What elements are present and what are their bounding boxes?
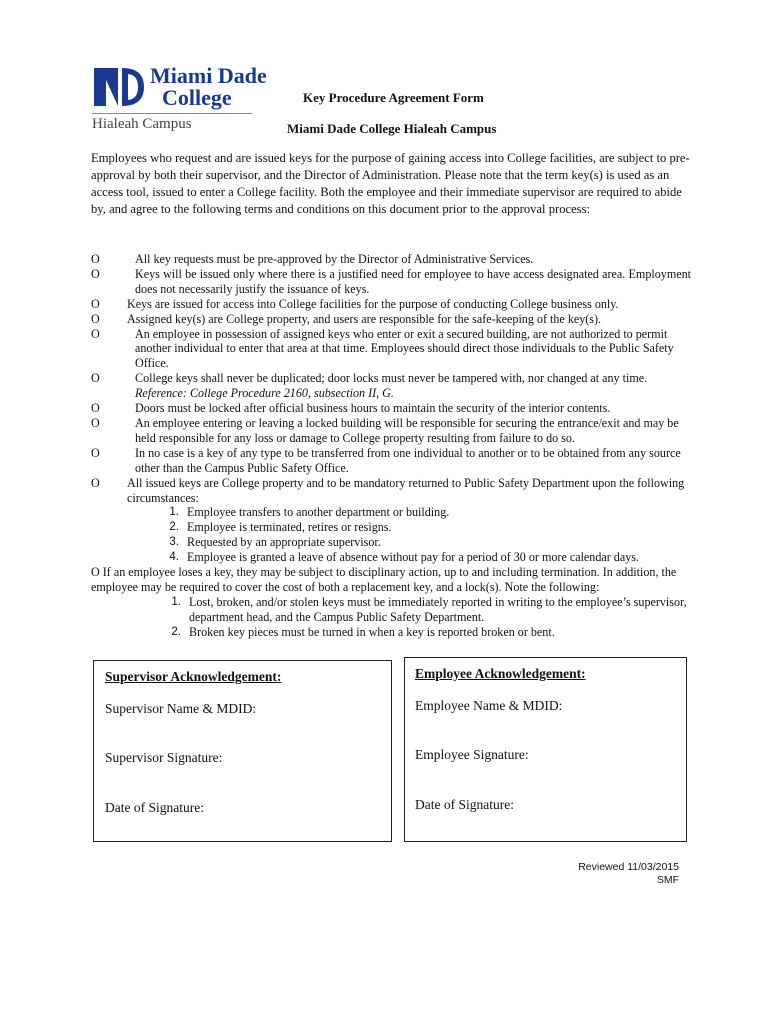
review-stamp (578, 861, 679, 887)
numbered-item (157, 550, 691, 565)
list-item-text: Doors must be locked after official business hours to maintain the security of the interior contents. (135, 401, 611, 416)
item-number: 2. (169, 521, 179, 534)
bullet-marker: O (91, 565, 100, 580)
list-item-body (135, 371, 691, 401)
numbered-item (157, 505, 691, 520)
supervisor-heading: Supervisor Acknowledgement: (105, 669, 282, 684)
bullet-marker: O (91, 475, 100, 490)
item-text: Employee transfers to another department or building. (187, 505, 450, 520)
logo-text-miami-dade: Miami Dade (150, 63, 267, 88)
lost-key-notes-list (91, 595, 691, 640)
bullet-marker: O (91, 326, 100, 341)
item-number: 1. (171, 595, 181, 608)
terms-list (91, 252, 691, 640)
bullet-marker: O (91, 401, 100, 416)
list-item-text: Assigned key(s) are College property, and users are responsible for the safe-keeping of the key(s). (127, 311, 602, 326)
supervisor-name-field[interactable]: Supervisor Name & MDID: (105, 701, 257, 716)
list-item (91, 446, 691, 476)
logo-text-campus: Hialeah Campus (92, 116, 192, 132)
logo-divider (92, 113, 252, 114)
item-number: 4. (169, 551, 179, 564)
bullet-marker: O (91, 415, 100, 430)
form-subtitle: Miami Dade College Hialeah Campus (287, 121, 497, 136)
list-item-text: An employee entering or leaving a locked building will be responsible for securing the entrance/exit and may be held responsible for any loss or damage to College property resulting from failure to do so. (135, 415, 679, 445)
list-item-text: All issued keys are College property and to be mandatory returned to Public Safety Department upon the following circumstances: (127, 475, 685, 505)
list-item-text: College keys shall never be duplicated; door locks must never be tampered with, nor changed at any time. (135, 371, 648, 386)
list-item (91, 416, 691, 446)
list-item (91, 252, 691, 267)
item-text: Broken key pieces must be turned in when a key is reported broken or bent. (189, 624, 555, 639)
numbered-item (159, 625, 691, 640)
numbered-item (159, 595, 691, 625)
list-item-body (91, 565, 691, 640)
list-item-text: All key requests must be pre-approved by the Director of Administrative Services. (135, 252, 534, 266)
return-circumstances-list (127, 505, 691, 565)
item-text: Requested by an appropriate supervisor. (187, 535, 381, 550)
bullet-marker: O (91, 371, 100, 386)
bullet-marker: O (91, 296, 100, 311)
employee-name-field[interactable]: Employee Name & MDID: (415, 698, 563, 713)
form-title: Key Procedure Agreement Form (303, 90, 484, 105)
item-text: Employee is terminated, retires or resigns. (187, 520, 392, 535)
list-item-text: Keys will be issued only where there is a justified need for employee to have access designated area. Employment does not necessarily justify the issuance of keys. (135, 266, 691, 296)
item-number: 1. (169, 506, 179, 519)
bullet-marker: O (91, 266, 100, 281)
list-item (91, 312, 691, 327)
intro-paragraph: Employees who request and are issued keys for the purpose of gaining access into College facilities, are subject to pre-approval by both their supervisor, and the Director of Administration. Please note that the term key(s) is used as an access tool, issued to enter a College facility. Both the employee and their immediate supervisor are required to abide by, and agree to the following terms and conditions on this document prior to the approval process: (91, 151, 690, 216)
mdc-logo-mark-icon (92, 66, 144, 108)
logo-text-college: College (162, 85, 232, 110)
item-text: Employee is granted a leave of absence without pay for a period of 30 or more calendar days. (187, 550, 639, 565)
list-item (91, 401, 691, 416)
supervisor-signature-field[interactable]: Supervisor Signature: (105, 750, 223, 765)
list-item-text: In no case is a key of any type to be transferred from one individual to another or to be obtained from any source other than the Campus Public Safety Office. (135, 445, 681, 475)
bullet-marker: O (91, 445, 100, 460)
list-item-body (127, 476, 691, 565)
item-number: 2. (171, 625, 181, 638)
numbered-item (157, 520, 691, 535)
list-item (91, 267, 691, 297)
list-item (91, 297, 691, 312)
item-text: Lost, broken, and/or stolen keys must be immediately reported in writing to the employee’s supervisor, department head, and the Campus Public Safety Department. (189, 594, 687, 624)
procedure-reference: Reference: College Procedure 2160, subsection II, G. (135, 386, 394, 401)
bullet-marker: O (91, 311, 100, 326)
employee-heading: Employee Acknowledgement: (415, 666, 586, 681)
list-item-text: Keys are issued for access into College facilities for the purpose of conducting College business only. (127, 296, 619, 311)
supervisor-date-field[interactable]: Date of Signature: (105, 800, 204, 815)
employee-acknowledgement-box (404, 657, 687, 842)
list-item (91, 476, 691, 565)
reviewer-initials: SMF (656, 874, 679, 886)
list-item-text: If an employee loses a key, they may be subject to disciplinary action, up to and including termination. In addition, the employee may be required to cover the cost of both a replacement key, and a lock(s). Note the following: (91, 565, 677, 594)
list-item (91, 371, 691, 401)
list-item (91, 565, 691, 640)
list-item-text: An employee in possession of assigned keys who enter or exit a secured building, are not authorized to permit another individual to enter that area at that time. Employees should direct those individuals to the Public Safety Office. (135, 326, 674, 371)
college-logo (92, 63, 267, 134)
reviewed-date: Reviewed 11/03/2015 (578, 861, 679, 873)
supervisor-acknowledgement-box (93, 660, 392, 842)
list-item (91, 327, 691, 372)
numbered-item (157, 535, 691, 550)
employee-signature-field[interactable]: Employee Signature: (415, 747, 529, 762)
employee-date-field[interactable]: Date of Signature: (415, 797, 514, 812)
item-number: 3. (169, 536, 179, 549)
bullet-marker: O (91, 252, 100, 266)
